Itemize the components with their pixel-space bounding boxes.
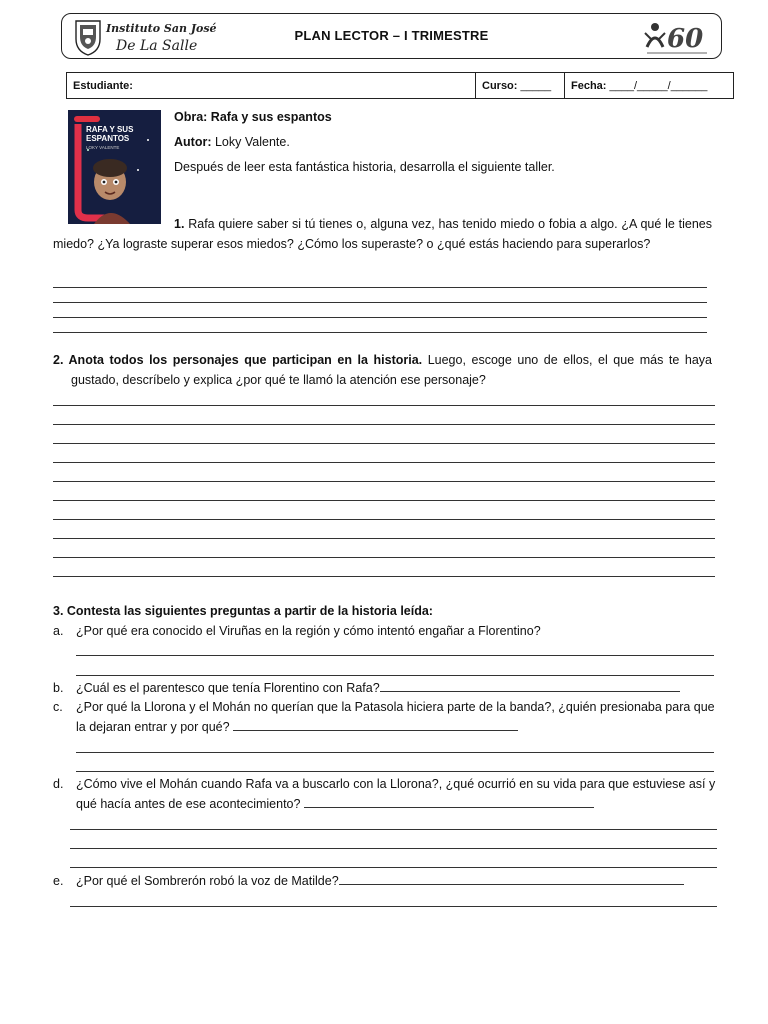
item-b-letter: b. <box>53 681 64 695</box>
question-2 <box>53 351 712 390</box>
answer-line[interactable] <box>70 906 717 907</box>
course-label: Curso: <box>482 79 518 92</box>
answer-line[interactable] <box>53 424 715 425</box>
item-e <box>76 872 718 892</box>
answer-line[interactable] <box>233 718 518 731</box>
answer-line[interactable] <box>76 675 714 676</box>
answer-line[interactable] <box>339 872 684 885</box>
item-c-letter: c. <box>53 700 63 714</box>
item-d-letter: d. <box>53 777 64 791</box>
item-d <box>76 775 718 814</box>
student-info-table <box>66 72 734 99</box>
instructions-text: Después de leer esta fantástica historia, desarrolla el siguiente taller. <box>174 160 555 174</box>
item-a-text: ¿Por qué era conocido el Viruñas en la región y cómo intentó engañar a Florentino? <box>76 624 541 638</box>
item-e-letter: e. <box>53 874 64 888</box>
answer-line[interactable] <box>53 557 715 558</box>
question-1 <box>53 215 712 254</box>
student-label: Estudiante: <box>73 79 133 92</box>
question-2-heading: 2. Anota todos los personajes que participan en la historia. <box>53 353 423 367</box>
cover-author: LOKY VALENTE <box>86 145 120 150</box>
answer-line[interactable] <box>76 752 714 753</box>
item-c <box>76 698 718 737</box>
cover-title-line1: RAFA Y SUS <box>86 125 134 134</box>
item-a-letter: a. <box>53 624 64 638</box>
question-1-text: Rafa quiere saber si tú tienes o, alguna vez, has tenido miedo o fobia a algo. ¿A qué le tienes miedo? ¿Ya lograste superar esos miedos? ¿Cómo los superaste? o ¿qué estás haciendo para superarlos? <box>53 217 712 251</box>
answer-line[interactable] <box>76 771 714 772</box>
item-b <box>76 679 718 699</box>
answer-line[interactable] <box>53 443 715 444</box>
page-title: PLAN LECTOR – I TRIMESTRE <box>294 28 489 43</box>
answer-line[interactable] <box>70 848 717 849</box>
answer-line[interactable] <box>53 500 715 501</box>
answer-line[interactable] <box>70 867 717 868</box>
work-title: Obra: Rafa y sus espantos <box>174 110 332 124</box>
question-2-text: Luego, escoge uno de ellos, el que más te haya gustado, descríbelo y explica ¿por qué te llamó la atención ese personaje? <box>71 353 712 387</box>
item-c-text: ¿Por qué la Llorona y el Mohán no querían que la Patasola hiciera parte de la banda?, ¿quién presionaba para que la dejaran entrar y por qué? <box>76 700 715 734</box>
question-1-number: 1. <box>174 217 185 231</box>
answer-line[interactable] <box>53 538 715 539</box>
answer-line[interactable] <box>53 481 715 482</box>
author-line <box>174 133 290 152</box>
author-label: Autor: <box>174 135 212 149</box>
student-field[interactable] <box>67 73 476 99</box>
answer-line[interactable] <box>53 287 707 288</box>
question-3-heading: 3. Contesta las siguientes preguntas a partir de la historia leída: <box>53 604 433 618</box>
anniversary-number: 60 <box>667 24 704 54</box>
answer-line[interactable] <box>53 576 715 577</box>
answer-line[interactable] <box>53 317 707 318</box>
answer-line[interactable] <box>53 405 715 406</box>
answer-line[interactable] <box>53 302 707 303</box>
answer-line[interactable] <box>53 332 707 333</box>
course-field[interactable] <box>476 73 565 99</box>
item-e-text: ¿Por qué el Sombrerón robó la voz de Matilde? <box>76 874 339 888</box>
school-name-line2: De La Salle <box>116 38 198 54</box>
date-label: Fecha: <box>571 79 607 92</box>
book-cover-image <box>68 110 161 224</box>
answer-line[interactable] <box>304 795 594 808</box>
school-name-line1: Instituto San José <box>106 22 217 35</box>
author-name: Loky Valente. <box>211 135 290 149</box>
course-blank: _____ <box>517 79 552 92</box>
document-header <box>61 13 722 59</box>
answer-line[interactable] <box>380 679 680 692</box>
item-d-text: ¿Cómo vive el Mohán cuando Rafa va a buscarlo con la Llorona?, ¿qué ocurrió en su vida para que estuviese así y qué hacía antes de ese acontecimiento? <box>76 777 716 811</box>
answer-line[interactable] <box>53 519 715 520</box>
answer-line[interactable] <box>76 655 714 656</box>
date-field[interactable] <box>565 73 734 99</box>
answer-line[interactable] <box>53 462 715 463</box>
answer-line[interactable] <box>70 829 717 830</box>
item-b-text: ¿Cuál es el parentesco que tenía Florentino con Rafa? <box>76 681 380 695</box>
cover-title-line2: ESPANTOS <box>86 134 130 143</box>
anniversary-logo <box>641 17 713 57</box>
date-blank: ____/_____/______ <box>606 79 708 92</box>
